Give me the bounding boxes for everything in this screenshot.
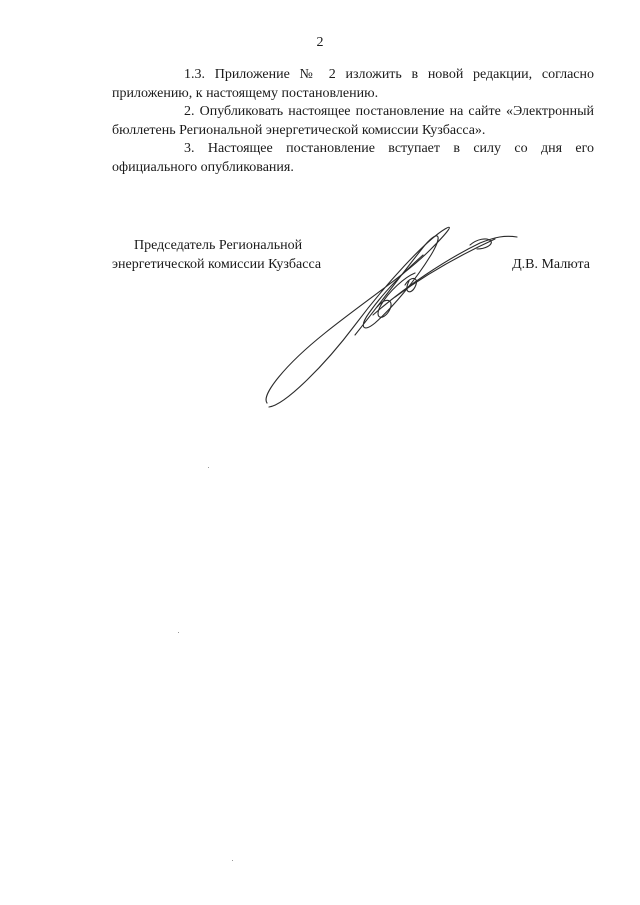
scan-speck [232, 860, 233, 861]
document-body [112, 66, 594, 177]
signatory-title-line-2: энергетической комиссии Кузбасса [112, 257, 322, 272]
paragraph-2 [112, 103, 594, 140]
signatory-title-line-1: Председатель Региональной [134, 238, 303, 253]
signatory-name: Д.В. Малюта [512, 257, 590, 272]
scan-speck [208, 467, 209, 468]
paragraph-3 [112, 140, 594, 177]
page-number: 2 [316, 35, 324, 50]
paragraph-number: 1.3. [184, 67, 205, 82]
handwritten-signature-icon [255, 215, 535, 415]
scan-speck [178, 632, 179, 633]
paragraph-number: 2. [184, 104, 195, 119]
paragraph-1-3 [112, 66, 594, 103]
paragraph-text: Настоящее постановление вступает в силу со дня его официального опубликования. [112, 141, 594, 175]
paragraph-text: Приложение № 2 изложить в новой редакции, согласно приложению, к настоящему постановлению. [112, 67, 595, 101]
paragraph-number: 3. [184, 141, 195, 156]
paragraph-text: Опубликовать настоящее постановление на сайте «Электронный бюллетень Региональной энергетической комиссии Кузбасса». [112, 104, 595, 138]
